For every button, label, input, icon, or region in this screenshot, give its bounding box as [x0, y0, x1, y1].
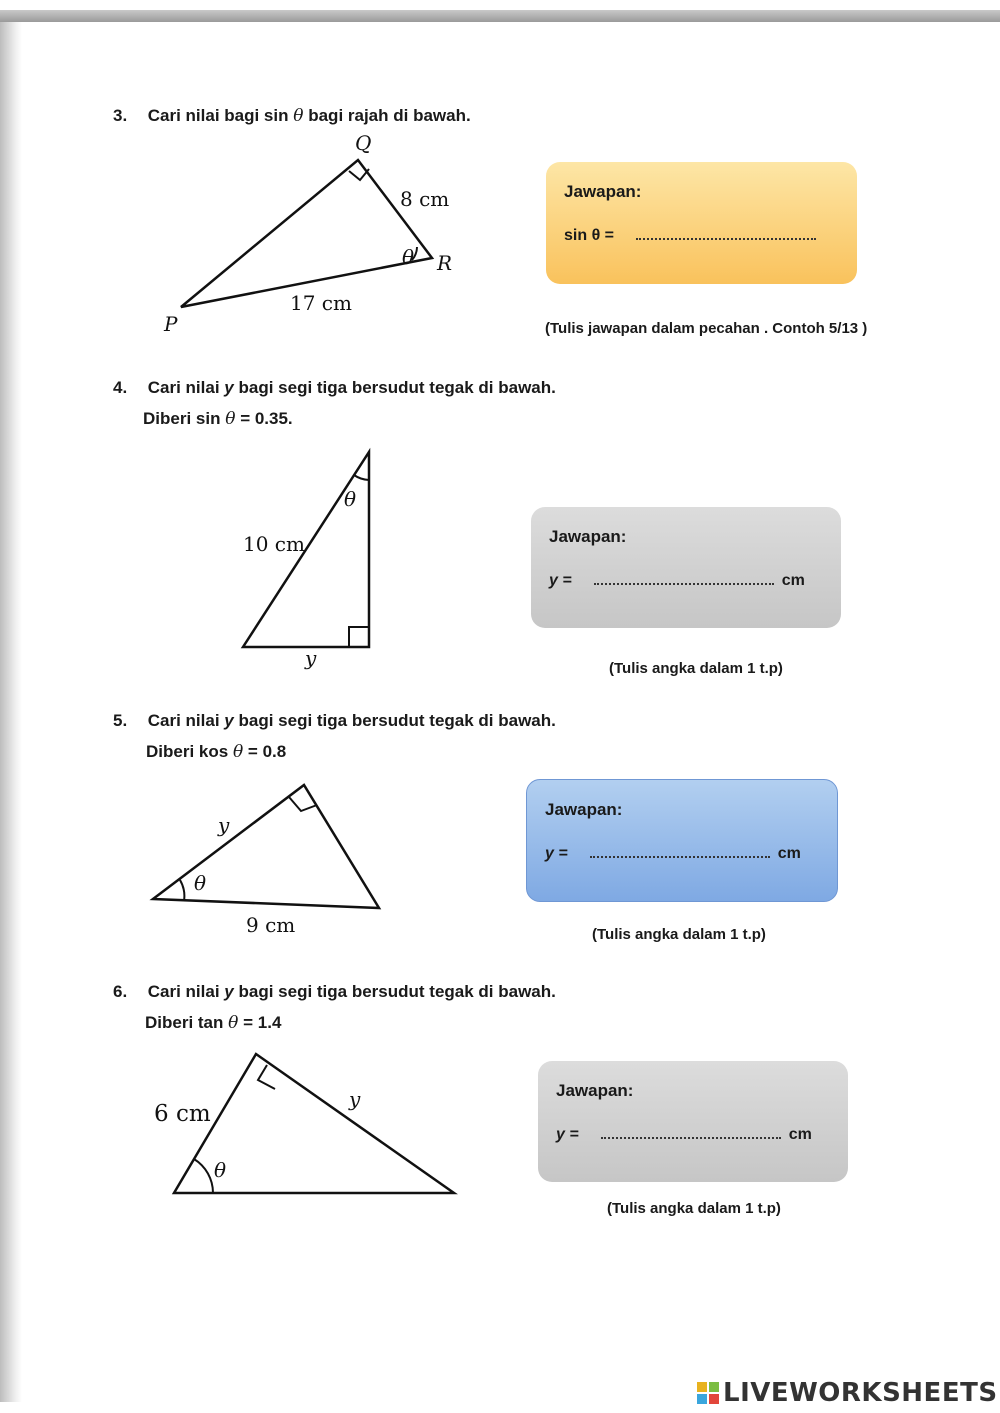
triangle-figure-q4	[240, 448, 390, 678]
label-9cm: 9 cm	[246, 913, 296, 937]
note-q3: (Tulis jawapan dalam pecahan . Contoh 5/13 )	[545, 320, 868, 337]
page-left-shadow	[0, 22, 22, 1402]
triangle-figure-q3	[150, 130, 490, 340]
answer-input-q5[interactable]	[590, 844, 770, 858]
answer-input-q6[interactable]	[601, 1125, 781, 1139]
answer-line: y = cm	[556, 1126, 812, 1143]
label-y: y	[305, 646, 317, 670]
note-q6: (Tulis angka dalam 1 t.p)	[607, 1200, 781, 1217]
answer-line: sin θ =	[564, 226, 816, 245]
question-4-text: 4. Cari nilai y bagi segi tiga bersudut tegak di bawah.	[113, 378, 556, 397]
answer-label: Jawapan:	[556, 1081, 634, 1100]
label-y: y	[349, 1087, 361, 1111]
label-q: Q	[355, 131, 372, 155]
note-q4: (Tulis angka dalam 1 t.p)	[609, 660, 783, 677]
note-q5: (Tulis angka dalam 1 t.p)	[592, 926, 766, 943]
label-theta: θ	[402, 245, 415, 269]
label-8cm: 8 cm	[400, 187, 450, 211]
answer-box-q6	[538, 1061, 848, 1182]
question-6-given: Diberi tan θ = 1.4	[145, 1013, 282, 1033]
label-6cm: 6 cm	[154, 1101, 211, 1127]
question-3-text: 3. Cari nilai bagi sin θ bagi rajah di bawah.	[113, 106, 471, 126]
question-4-given: Diberi sin θ = 0.35.	[143, 409, 293, 429]
logo-text: LIVEWORKSHEETS	[723, 1378, 998, 1408]
liveworksheets-logo-icon	[697, 1382, 719, 1404]
answer-label: Jawapan:	[564, 182, 642, 201]
label-y: y	[218, 813, 230, 837]
triangle-figure-q5	[150, 780, 390, 940]
answer-label: Jawapan:	[549, 527, 627, 546]
label-p: P	[164, 312, 178, 336]
label-r: R	[437, 251, 453, 275]
answer-input-q3[interactable]	[636, 226, 816, 240]
answer-line: y = cm	[545, 845, 801, 862]
liveworksheets-logo	[697, 1378, 998, 1408]
answer-box-q3	[546, 162, 857, 284]
label-theta: θ	[194, 871, 207, 895]
answer-line: y = cm	[549, 572, 805, 589]
answer-box-q5	[526, 779, 838, 902]
question-5-text: 5. Cari nilai y bagi segi tiga bersudut tegak di bawah.	[113, 711, 556, 730]
question-6-text: 6. Cari nilai y bagi segi tiga bersudut tegak di bawah.	[113, 982, 556, 1001]
label-10cm: 10 cm	[243, 532, 305, 556]
answer-input-q4[interactable]	[594, 571, 774, 585]
label-theta: θ	[344, 487, 357, 511]
triangle-figure-q6	[150, 1048, 460, 1198]
label-17cm: 17 cm	[290, 291, 352, 315]
answer-label: Jawapan:	[545, 800, 623, 819]
question-5-given: Diberi kos θ = 0.8	[146, 742, 287, 762]
answer-box-q4	[531, 507, 841, 628]
top-edge-bar	[0, 10, 1000, 22]
label-theta: θ	[214, 1158, 227, 1182]
